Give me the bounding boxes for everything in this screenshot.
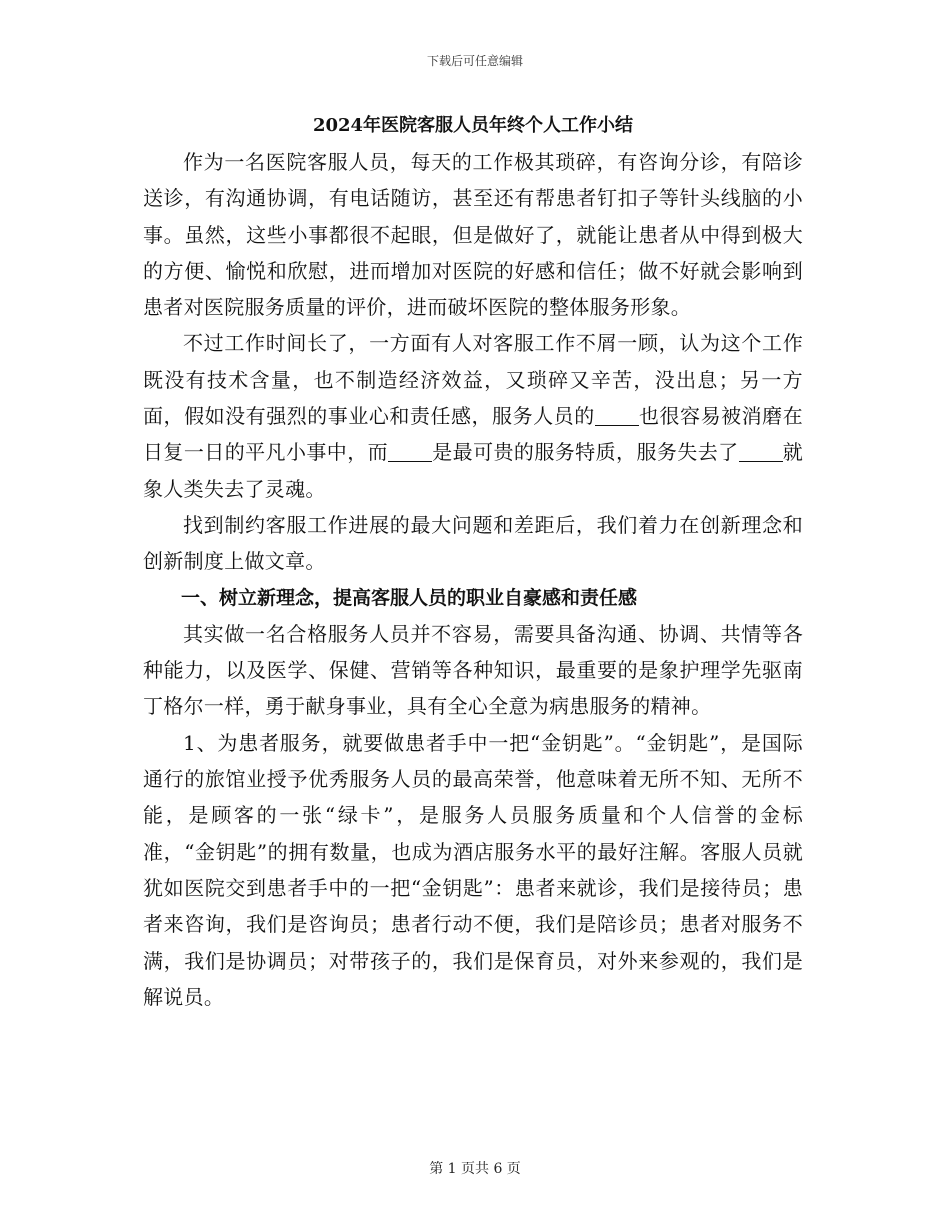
- paragraph-2-part-2: 也很容易被消磨在日复一日的平凡小事中，而: [143, 404, 803, 465]
- page-footer: 第 1 页共 6 页: [429, 1161, 521, 1177]
- document-body: [143, 112, 803, 1015]
- page-header: 下载后可任意编辑: [426, 54, 523, 68]
- paragraph-3: 找到制约客服工作进展的最大问题和差距后，我们着力在创新理念和创新制度上做文章。: [143, 512, 803, 574]
- paragraph-2-part-4: 就象人类失去了灵魂。: [143, 440, 804, 501]
- document-title: 2024年医院客服人员年终个人工作小结: [312, 115, 634, 136]
- fill-blank-3: [739, 441, 783, 462]
- paragraph-4: 其实做一名合格服务人员并不容易，需要具备沟通、协调、共情等各种能力，以及医学、保健、营销等各种知识，最重要的是象护理学先驱南丁格尔一样，勇于献身事业，具有全心全意为病患服务的精神。: [143, 621, 803, 719]
- fill-blank-1: [595, 405, 639, 426]
- paragraph-5: 1、为患者服务，就要做患者手中一把“金钥匙”。“金钥匙”，是国际通行的旅馆业授予优秀服务人员的最高荣誉，他意味着无所不知、无所不能，是顾客的一张“绿卡”，是服务人员服务质量和个人信誉的金标准，“金钥匙”的拥有数量，也成为酒店服务水平的最好注解。客服人员就犹如医院交到患者手中的一把“金钥匙”：患者来就诊，我们是接待员；患者来咨询，我们是咨询员；患者行动不便，我们是陪诊员；患者对服务不满，我们是协调员；对带孩子的，我们是保育员，对外来参观的，我们是解说员。: [143, 730, 803, 1009]
- fill-blank-2: [388, 441, 432, 462]
- paragraph-2-part-1: 不过工作时间长了，一方面有人对客服工作不屑一顾，认为这个工作既没有技术含量，也不制造经济效益，又琐碎又辛苦，没出息；另一方面，假如没有强烈的事业心和责任感，服务人员的: [143, 331, 803, 429]
- section-1-heading: 一、树立新理念，提高客服人员的职业自豪感和责任感: [181, 586, 638, 609]
- paragraph-2-part-3: 是最可贵的服务特质，服务失去了: [432, 440, 739, 465]
- paragraph-2: [143, 325, 803, 506]
- paragraph-1: 作为一名医院客服人员，每天的工作极其琐碎，有咨询分诊，有陪诊送诊，有沟通协调，有电话随访，甚至还有帮患者钉扣子等针头线脑的小事。虽然，这些小事都很不起眼，但是做好了，就能让患者从中得到极大的方便、愉悦和欣慰，进而增加对医院的好感和信任；做不好就会影响到患者对医院服务质量的评价，进而破坏医院的整体服务形象。: [143, 150, 803, 320]
